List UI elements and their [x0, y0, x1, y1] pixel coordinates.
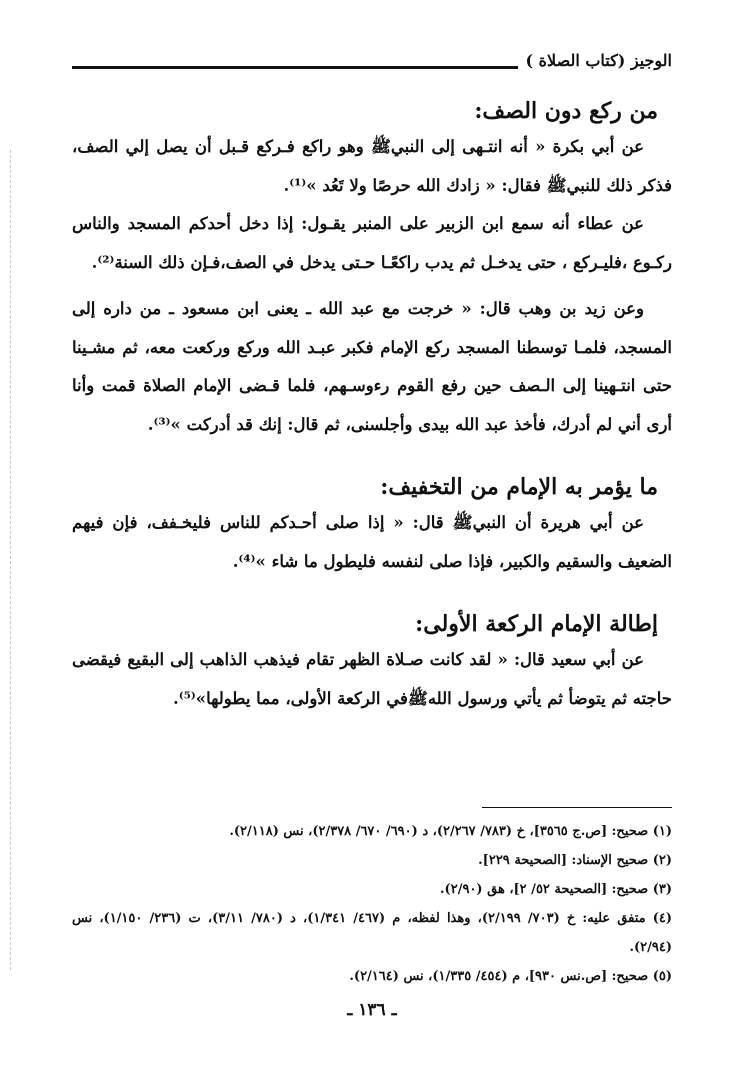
page-number: ـ ١٣٦ ـ — [347, 1000, 397, 1020]
paragraph: عن عطاء أنه سمع ابن الزبير على المنبر يقـول: إذا دخل أحدكم المسجد والناس ركـوع ،فليـركع ، حتى يدخـل ثم يدب راكعًـا حـتى يدخل في الصف،فـإن ذلك السنة⁽²⁾. — [72, 214, 672, 272]
main-text — [72, 94, 672, 718]
section-heading: من ركع دون الصف: — [474, 98, 658, 124]
footnotes-rule — [482, 807, 672, 808]
scan-margin-dots — [10, 150, 13, 970]
paragraph: عن أبي هريرة أن النبيﷺ قال: « إذا صلى أحـدكم للناس فليخـفف، فإن فيهم الضعيف والسقيم والكبير، فإذا صلى لنفسه فليطول ما شاء »⁽⁴⁾. — [72, 513, 672, 571]
section-heading: إطالة الإمام الركعة الأولى: — [415, 611, 658, 637]
paragraph: عن أبي بكرة « أنه انتـهى إلى النبيﷺ وهو راكع فـركع قـبل أن يصل إلي الصف، فذكر ذلك للنبيﷺ فقال: « زادك الله حرصًا ولا تَعُد »⁽¹⁾. — [72, 137, 672, 195]
running-title: الوجيز (كتاب الصلاة ) — [518, 48, 673, 74]
footnote: (٢) صحيح الإسناد: [الصحيحة ٢٢٩]. — [478, 853, 672, 868]
paragraph: وعن زيد بن وهب قال: « خرجت مع عبد الله ـ يعنى ابن مسعود ـ من داره إلى المسجد، فلمـا توسطنا المسجد ركع الإمام فكبر عبـد الله وركع وركعت معه، ثم مشـينا حتى انتـهينا إلى الـصف حين رفع القوم رءوسـهم، فلما قـضى الإمام الصلاة قمت وأنا أرى أني لم أدرك، فأخذ عبد الله بيدى وأجلسنى، ثم قال: إنك قد أدركت »⁽³⁾. — [72, 299, 672, 434]
section-heading: ما يؤمر به الإمام من التخفيف: — [380, 474, 658, 500]
book-page — [72, 40, 672, 1040]
footnote: (٥) صحيح: [ص.نس ٩٣٠]، م (٤٥٤/ ١/٣٣٥)، نس (٢/١٦٤). — [349, 969, 672, 984]
footnotes — [72, 817, 672, 991]
paragraph: عن أبي سعيد قال: « لقد كانت صـلاة الظهر تقام فيذهب الذاهب إلى البقيع فيقضى حاجته ثم يتوضأ ثم يأتي ورسول اللهﷺفي الركعة الأولى، مما يطولها»⁽⁵⁾. — [72, 650, 672, 708]
header-rule — [72, 66, 522, 69]
footnote: (٤) متفق عليه: خ (٧٠٣/ ٢/١٩٩)، وهذا لفظه، م (٤٦٧/ ١/٣٤١)، د (٧٨٠/ ٣/١١)، ت (٢٣٦/ ١/١٥٠)، نس (٢/٩٤). — [72, 911, 673, 955]
running-header — [72, 48, 672, 78]
footnote: (١) صحيح: [ص.ج ٣٥٦٥]، خ (٧٨٣/ ٢/٢٦٧)، د (٦٩٠/ ٦٧٠/ ٢/٣٧٨)، نس (٢/١١٨). — [229, 824, 672, 839]
footnote: (٣) صحيح: [الصحيحة ٥٢/ ٢]، هق (٢/٩٠). — [440, 882, 672, 897]
